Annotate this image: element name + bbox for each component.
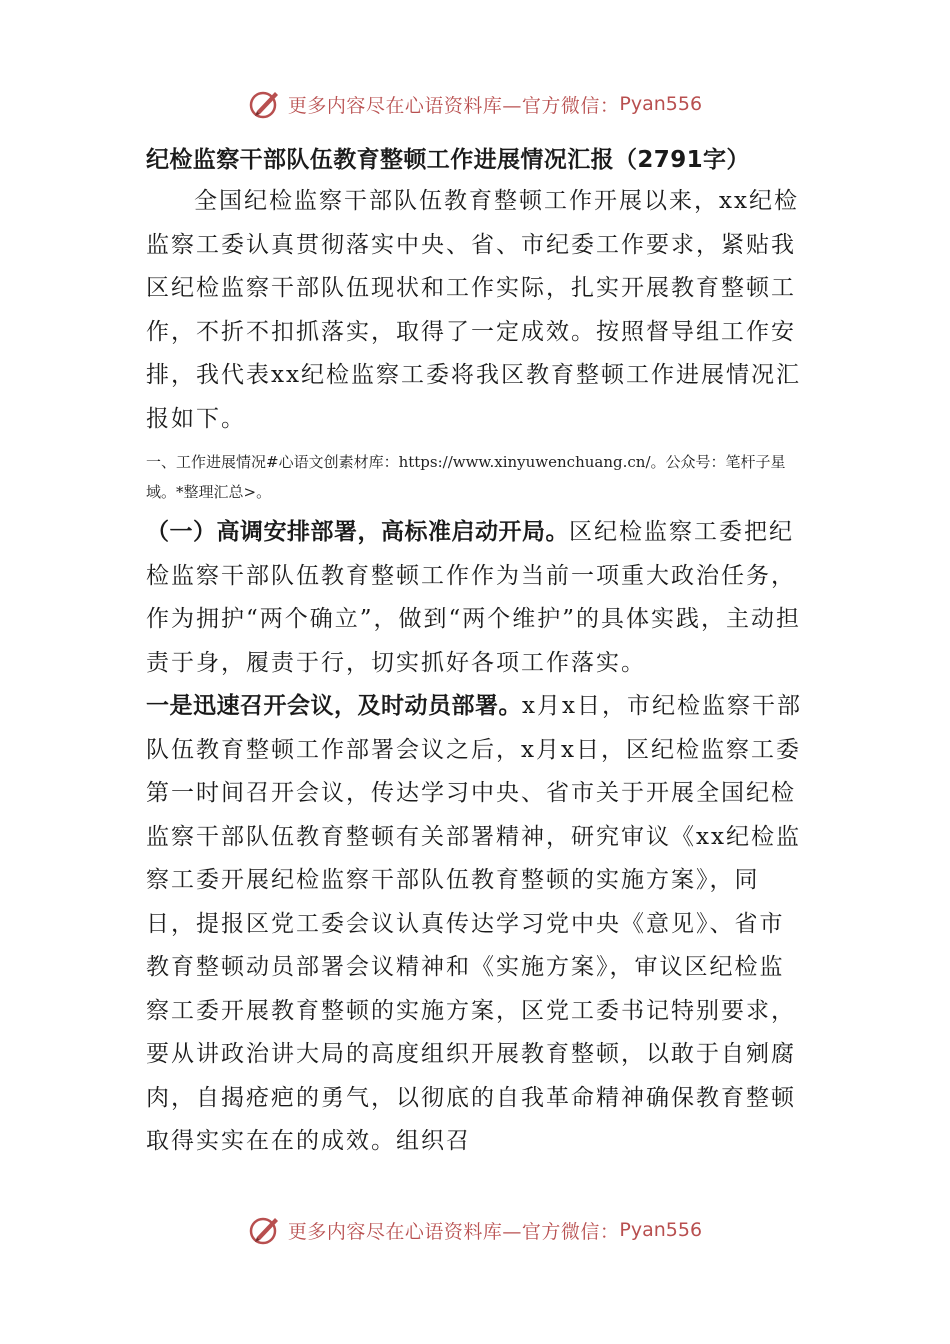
pen-circle-icon: [248, 1212, 284, 1248]
intro-paragraph: 全国纪检监察干部队伍教育整顿工作开展以来，xx纪检监察工委认真贯彻落实中央、省、市纪委工作要求，紧贴我区纪检监察干部队伍现状和工作实际，扎实开展教育整顿工作，不折不扣抓落实，取得了一定成效。按照督导组工作安排，我代表xx纪检监察工委将我区教育整顿工作进展情况汇报如下。: [146, 188, 801, 432]
paragraph-2-text: x月x日，市纪检监察干部队伍教育整顿工作部署会议之后，x月x日，区纪检监察工委第一时间召开会议，传达学习中央、省市关于开展全国纪检监察干部队伍教育整顿有关部署精神，研究审议《xx纪检监察工委开展纪检监察干部队伍教育整顿的实施方案》，同日，提报区党工委会议认真传达学习党中央《意见》、省市教育整顿动员部署会议精神和《实施方案》，审议区纪检监察工委开展教育整顿的实施方案，区党工委书记特别要求，要从讲政治讲大局的高度组织开展教育整顿，以敢于自剜腐肉，自揭疮疤的勇气，以彻底的自我革命精神确保教育整顿取得实实在在的成效。组织召: [146, 693, 802, 1154]
paragraph-1-text: 区纪检监察工委把纪检监察干部队伍教育整顿工作作为当前一项重大政治任务，作为拥护“两个确立”，做到“两个维护”的具体实践，主动担责于身，履责于行，切实抓好各项工作落实。: [146, 519, 802, 676]
header-banner: [0, 84, 950, 124]
paragraph-2-heading: 一是迅速召开会议，及时动员部署。: [146, 693, 522, 719]
pen-circle-icon: [248, 86, 284, 122]
banner-text: 更多内容尽在心语资料库—官方微信：: [287, 1220, 620, 1243]
paragraph-2: [146, 685, 806, 1164]
document-title: 纪检监察干部队伍教育整顿工作进展情况汇报（2791字）: [146, 147, 750, 173]
footer-banner: [0, 1210, 950, 1250]
banner-text: 更多内容尽在心语资料库—官方微信：: [287, 94, 620, 117]
banner-contact: Pyan556: [619, 1219, 703, 1241]
section-note: 一、工作进展情况#心语文创素材库：https://www.xinyuwenchuang.cn/。公众号：笔杆子星域。*整理汇总>。: [146, 453, 786, 501]
paragraph-1: [146, 511, 806, 685]
document-body: [146, 140, 806, 1164]
paragraph-1-heading: （一）高调安排部署，高标准启动开局。: [146, 519, 569, 545]
banner-contact: Pyan556: [619, 93, 703, 115]
